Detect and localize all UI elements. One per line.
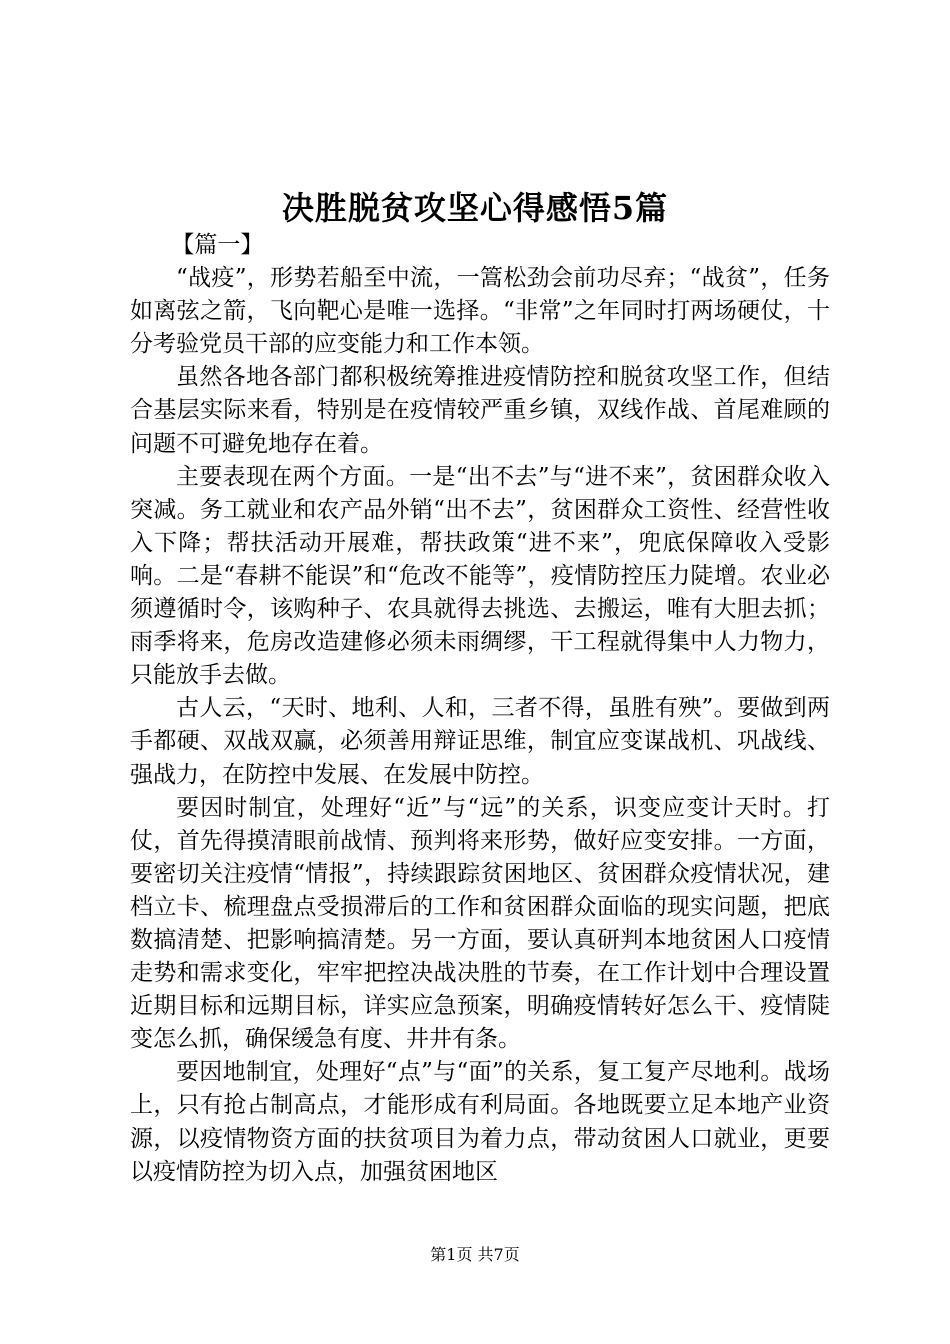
paragraph-2: 虽然各地各部门都积极统筹推进疫情防控和脱贫攻坚工作，但结合基层实际来看，特别是在疫情较严重乡镇，双线作战、首尾难顾的问题不可避免地存在着。 bbox=[130, 364, 830, 457]
document-title: 决胜脱贫攻坚心得感悟5篇 bbox=[281, 189, 669, 227]
paragraph-5: 要因时制宜，处理好“近”与“远”的关系，识变应变计天时。打仗，首先得摸清眼前战情、预判将来形势，做好应变安排。一方面，要密切关注疫情“情报”，持续跟踪贫困地区、贫困群众疫情状况，建档立卡、梳理盘点受损滞后的工作和贫困群众面临的现实问题，把底数搞清楚、把影响搞清楚。另一方面，要认真研判本地贫困人口疫情走势和需求变化，牢牢把控决战决胜的节奏，在工作计划中合理设置近期目标和远期目标，详实应急预案，明确疫情转好怎么干、疫情陡变怎么抓，确保缓急有度、井井有条。 bbox=[130, 794, 830, 1053]
section-label: 【篇一】 bbox=[171, 232, 264, 258]
page-footer: 第1页 共7页 bbox=[430, 1245, 520, 1264]
document-body bbox=[130, 229, 830, 1189]
paragraph-3: 主要表现在两个方面。一是“出不去”与“进不来”，贫困群众收入突减。务工就业和农产品外销“出不去”，贫困群众工资性、经营性收入下降；帮扶活动开展难，帮扶政策“进不来”，兜底保障收入受影响。二是“春耕不能误”和“危改不能等”，疫情防控压力陡增。农业必须遵循时令，该购种子、农具就得去挑选、去搬运，唯有大胆去抓；雨季将来，危房改造建修必须未雨绸缪，干工程就得集中人力物力，只能放手去做。 bbox=[130, 463, 830, 689]
paragraph-4: 古人云，“天时、地利、人和，三者不得，虽胜有殃”。要做到两手都硬、双战双赢，必须善用辩证思维，制宜应变谋战机、巩战线、强战力，在防控中发展、在发展中防控。 bbox=[130, 695, 830, 788]
paragraph-6: 要因地制宜，处理好“点”与“面”的关系，复工复产尽地利。战场上，只有抢占制高点，才能形成有利局面。各地既要立足本地产业资源，以疫情物资方面的扶贫项目为着力点，带动贫困人口就业，更要以疫情防控为切入点，加强贫困地区 bbox=[130, 1059, 830, 1185]
paragraph-1: “战疫”，形势若船至中流，一篙松劲会前功尽弃；“战贫”，任务如离弦之箭，飞向靶心是唯一选择。“非常”之年同时打两场硬仗，十分考验党员干部的应变能力和工作本领。 bbox=[130, 265, 830, 358]
